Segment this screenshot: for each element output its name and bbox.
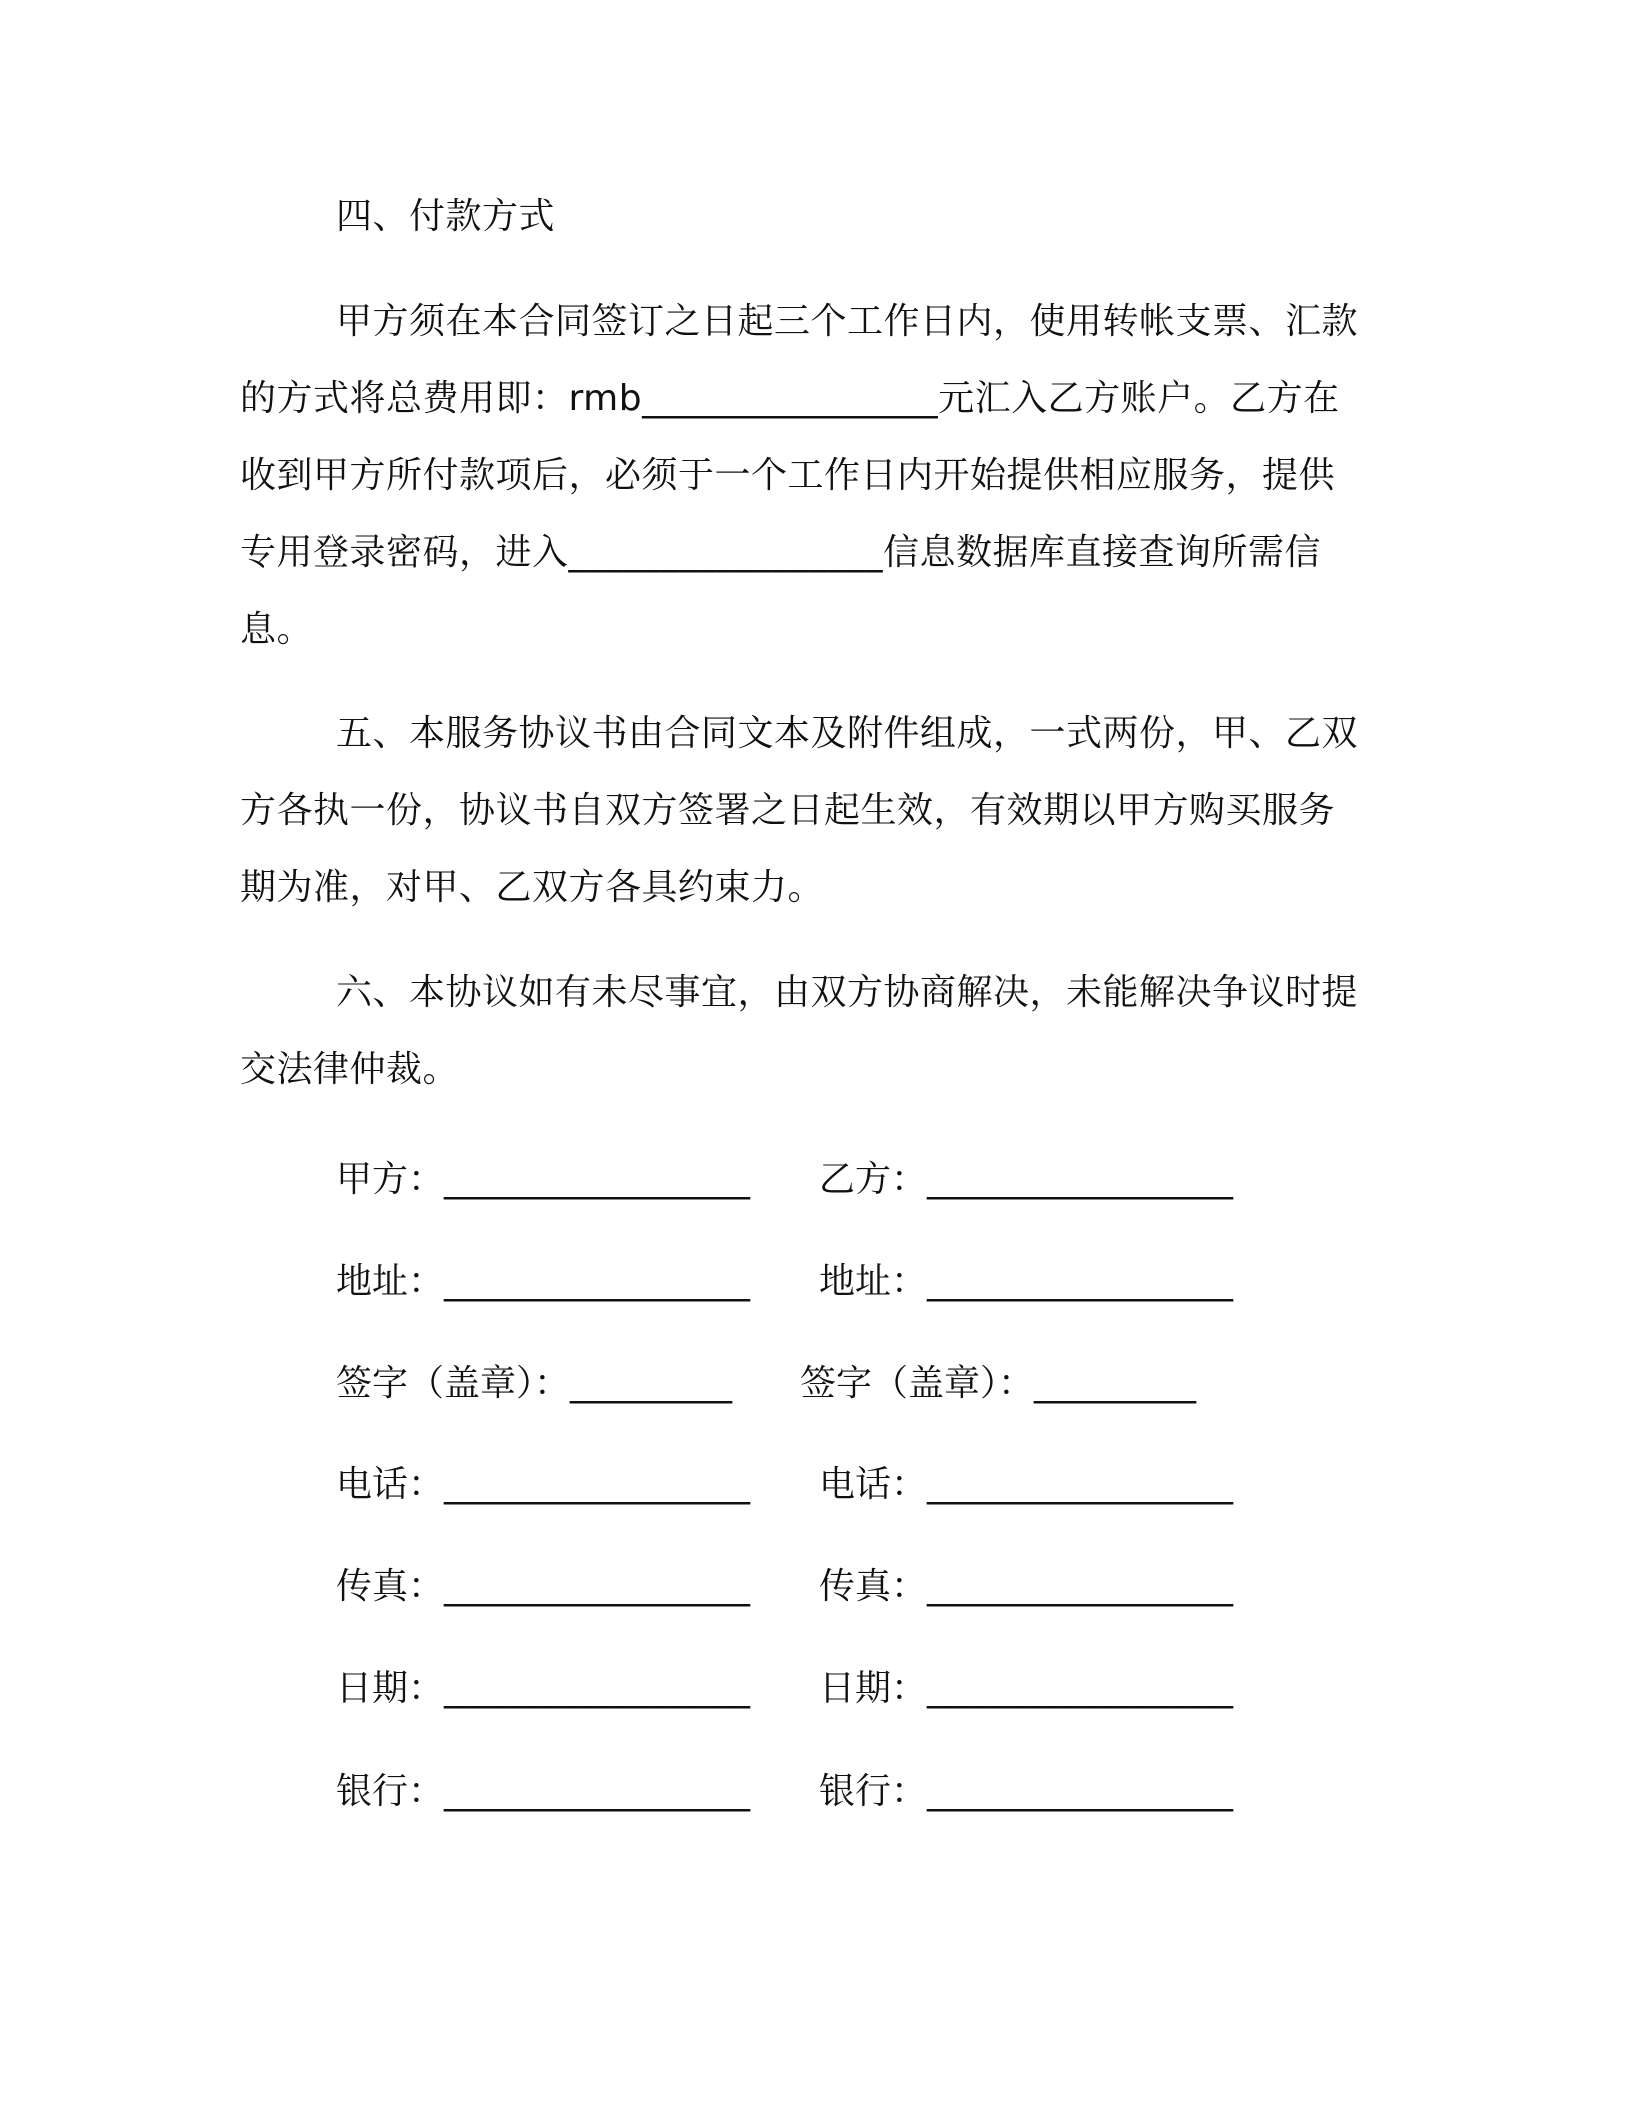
- party-b-date-field: 日期：_________________: [819, 1668, 1234, 1709]
- paragraph-line: 息。: [240, 609, 314, 650]
- party-b-fax-field: 传真：_________________: [819, 1566, 1234, 1607]
- paragraph-line: 的方式将总费用即：rmb________________元汇入乙方账户。乙方在: [240, 378, 1340, 419]
- paragraph-line: 甲方须在本合同签订之日起三个工作日内，使用转帐支票、汇款: [336, 301, 1359, 342]
- section-5-paragraph: [240, 695, 1400, 926]
- paragraph-line: 五、本服务协议书由合同文本及附件组成，一式两份，甲、乙双: [336, 713, 1359, 754]
- party-a-phone-field: 电话：_________________: [336, 1464, 751, 1505]
- party-b-bank-field: 银行：_________________: [819, 1771, 1234, 1812]
- party-a-fax-field: 传真：_________________: [336, 1566, 751, 1607]
- party-a-field: 甲方：_________________: [336, 1159, 751, 1200]
- section-4-paragraph: [240, 283, 1400, 668]
- section-6-paragraph: [240, 954, 1400, 1108]
- paragraph-line: 六、本协议如有未尽事宜，由双方协商解决，未能解决争议时提: [336, 972, 1359, 1013]
- paragraph-line: 期为准，对甲、乙双方各具约束力。: [240, 867, 825, 908]
- party-b-seal-field: 签字（盖章）：_________: [800, 1363, 1197, 1404]
- party-a-seal-field: 签字（盖章）：_________: [336, 1363, 733, 1404]
- party-a-bank-field: 银行：_________________: [336, 1771, 751, 1812]
- party-b-phone-field: 电话：_________________: [819, 1464, 1234, 1505]
- party-b-field: 乙方：_________________: [819, 1159, 1234, 1200]
- paragraph-line: 收到甲方所付款项后，必须于一个工作日内开始提供相应服务，提供: [240, 455, 1336, 496]
- party-a-date-field: 日期：_________________: [336, 1668, 751, 1709]
- party-b-address-field: 地址：_________________: [819, 1261, 1234, 1302]
- paragraph-line: 专用登录密码，进入_________________信息数据库直接查询所需信: [240, 532, 1322, 573]
- paragraph-line: 交法律仲裁。: [240, 1049, 460, 1090]
- section-4-heading: 四、付款方式: [336, 196, 556, 237]
- party-a-address-field: 地址：_________________: [336, 1261, 751, 1302]
- paragraph-line: 方各执一份，协议书自双方签署之日起生效，有效期以甲方购买服务: [240, 790, 1336, 831]
